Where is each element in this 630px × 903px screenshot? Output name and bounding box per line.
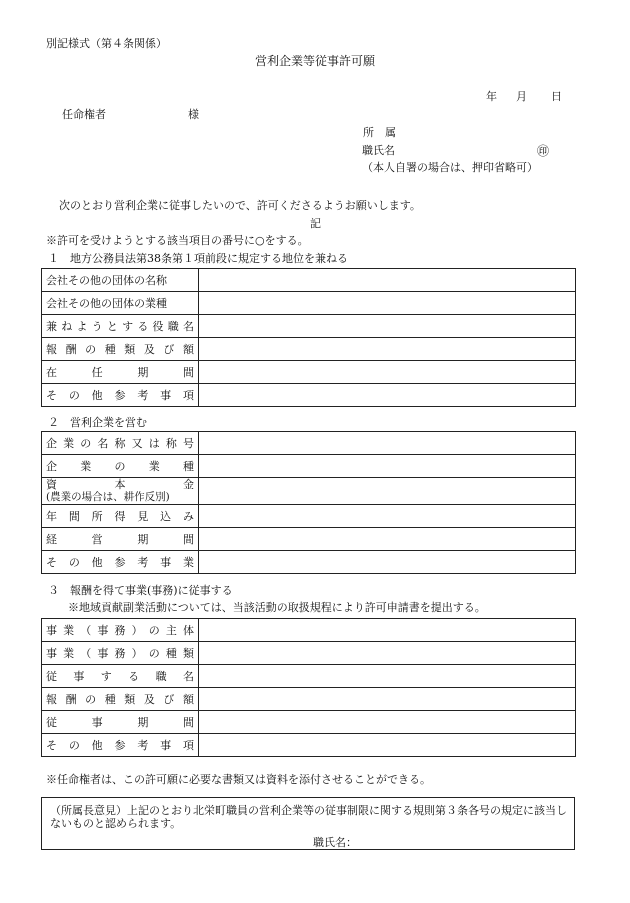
table-row: [42, 315, 576, 338]
row-label: 資 本 金: [46, 478, 194, 491]
row-label: 会社その他の団体の業種: [42, 292, 199, 315]
row-label: 報 酬 の 種 類 及 び 額: [46, 693, 194, 706]
table-row: [42, 338, 576, 361]
capital-field[interactable]: [199, 478, 576, 505]
other-notes-field[interactable]: [199, 384, 576, 407]
section2-table: [41, 431, 576, 574]
date-month-label: 月: [516, 90, 527, 103]
section3-heading: ３ 報酬を得て事業(事務)に従事する: [48, 584, 233, 597]
row-label: 従 事 期 間: [46, 716, 194, 729]
name-label: 職氏名: [362, 144, 395, 157]
opinion-text: （所属長意見）上記のとおり北栄町職員の営利企業等の従事制限に関する規則第３条各号の規定に該当しないものと認められます。: [50, 804, 567, 830]
seal-note: （本人自署の場合は、押印省略可）: [362, 161, 538, 174]
table-row: [42, 711, 576, 734]
table-row: [42, 478, 576, 505]
date-day-label: 日: [551, 90, 562, 103]
other-notes-field[interactable]: [199, 734, 576, 757]
row-label: 従 事 す る 職 名: [46, 670, 194, 683]
table-row: [42, 384, 576, 407]
row-sublabel: (農業の場合は、耕作反別): [46, 491, 170, 503]
table-row: [42, 619, 576, 642]
compensation-field[interactable]: [199, 338, 576, 361]
honorific-label: 様: [188, 108, 199, 121]
org-name-field[interactable]: [199, 269, 576, 292]
table-row: [42, 665, 576, 688]
page-title: 営利企業等従事許可願: [255, 54, 376, 68]
row-label: そ の 他 参 考 事 項: [46, 739, 194, 752]
entity-field[interactable]: [199, 619, 576, 642]
seal-mark: ㊞: [537, 144, 550, 158]
other-business-field[interactable]: [199, 551, 576, 574]
work-period-field[interactable]: [199, 711, 576, 734]
pay-field[interactable]: [199, 688, 576, 711]
table-row: [42, 505, 576, 528]
affiliation-label: 所 属: [363, 126, 396, 139]
form-reference: 別記様式（第４条関係）: [46, 37, 167, 50]
row-label: そ の 他 参 考 事 業: [46, 556, 194, 569]
table-row: [42, 432, 576, 455]
company-industry-field[interactable]: [199, 455, 576, 478]
table-row: [42, 269, 576, 292]
job-title-field[interactable]: [199, 665, 576, 688]
table-row: [42, 734, 576, 757]
row-label: 企 業 の 名 称 又 は 称 号: [46, 437, 194, 450]
row-label: 年 間 所 得 見 込 み: [46, 510, 194, 523]
section3-table: [41, 618, 576, 757]
term-field[interactable]: [199, 361, 576, 384]
table-row: [42, 361, 576, 384]
table-row: [42, 528, 576, 551]
table-row: [42, 455, 576, 478]
supervisor-opinion-box: [41, 797, 575, 850]
annual-income-field[interactable]: [199, 505, 576, 528]
management-period-field[interactable]: [199, 528, 576, 551]
row-label: 報 酬 の 種 類 及 び 額: [46, 343, 194, 356]
table-row: [42, 292, 576, 315]
table-row: [42, 551, 576, 574]
section2-heading: ２ 営利企業を営む: [48, 416, 147, 429]
ki-label: 記: [310, 217, 321, 230]
row-label: 兼 ね よ う と す る 役 職 名: [46, 320, 194, 333]
row-label: 事 業 （ 事 務 ） の 主 体: [46, 624, 194, 637]
row-label: 企 業 の 業 種: [46, 460, 194, 473]
row-label: 経 営 期 間: [46, 533, 194, 546]
section1-heading: １ 地方公務員法第38条第１項前段に規定する地位を兼ねる: [48, 252, 348, 265]
request-text: 次のとおり営利企業に従事したいので、許可くださるようお願いします。: [59, 199, 421, 212]
company-name-field[interactable]: [199, 432, 576, 455]
section3-note: ※地域貢献副業活動については、当該活動の取扱規程により許可申請書を提出する。: [68, 601, 486, 614]
section1-table: [41, 268, 576, 407]
table-row: [42, 688, 576, 711]
row-label: そ の 他 参 考 事 項: [46, 389, 194, 402]
table-row: [42, 642, 576, 665]
business-type-field[interactable]: [199, 642, 576, 665]
row-label: 会社その他の団体の名称: [42, 269, 199, 292]
row-label: 在 任 期 間: [46, 366, 194, 379]
attachment-note: ※任命権者は、この許可願に必要な書類又は資料を添付させることができる。: [46, 773, 431, 786]
instruction-text: ※許可を受けようとする該当項目の番号に○をする。: [46, 234, 309, 247]
opinion-signature-label: 職氏名：: [313, 836, 357, 849]
org-industry-field[interactable]: [199, 292, 576, 315]
row-label: 事 業 （ 事 務 ） の 種 類: [46, 647, 194, 660]
addressee-label: 任命権者: [62, 108, 106, 121]
position-title-field[interactable]: [199, 315, 576, 338]
date-year-label: 年: [486, 90, 497, 103]
